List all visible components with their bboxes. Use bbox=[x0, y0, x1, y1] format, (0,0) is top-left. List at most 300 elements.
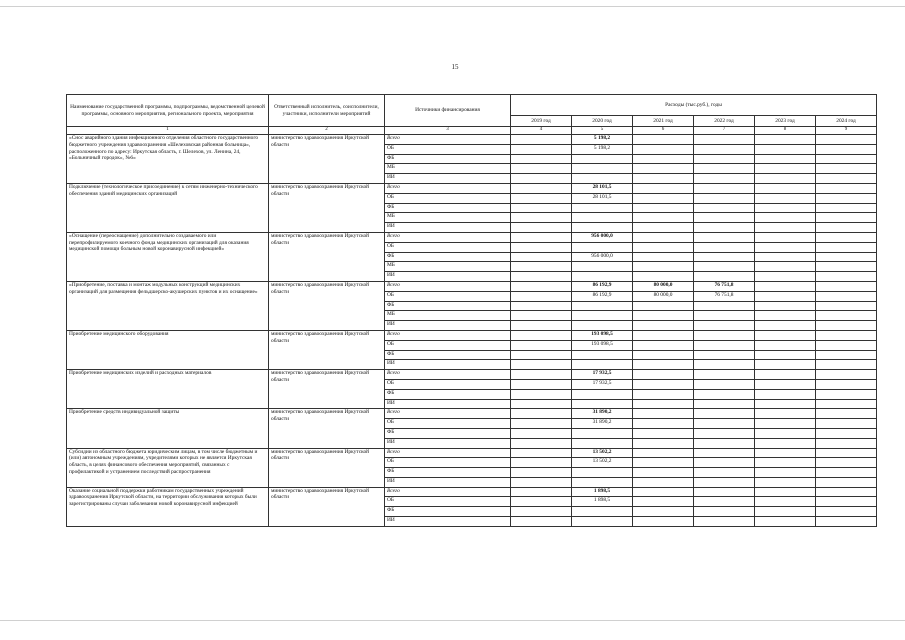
amount-cell bbox=[633, 223, 694, 233]
amount-cell: 76 751,8 bbox=[694, 281, 755, 291]
amount-cell bbox=[755, 399, 816, 409]
amount-cell bbox=[755, 213, 816, 223]
amount-cell bbox=[572, 389, 633, 399]
amount-cell bbox=[816, 389, 877, 399]
amount-cell bbox=[572, 517, 633, 527]
amount-cell bbox=[511, 477, 572, 487]
header-expenses: Расходы (тыс.руб.), годы bbox=[511, 95, 877, 116]
amount-cell: 76 751,8 bbox=[694, 291, 755, 301]
amount-cell bbox=[694, 419, 755, 429]
funding-source: ИИ bbox=[385, 174, 511, 184]
funding-source: ОБ bbox=[385, 419, 511, 429]
amount-cell bbox=[633, 399, 694, 409]
amount-cell bbox=[511, 458, 572, 468]
amount-cell bbox=[816, 174, 877, 184]
measure-executor: министерство здравоохранения Иркутской области bbox=[269, 135, 385, 184]
amount-cell bbox=[816, 507, 877, 517]
funding-source: Всего bbox=[385, 232, 511, 242]
amount-cell bbox=[694, 379, 755, 389]
measure-name: Подключение (технологическое присоединение) к сетям инженерно-технического обеспечения зданий медицинских организаций bbox=[67, 183, 269, 232]
amount-cell bbox=[633, 311, 694, 321]
amount-cell bbox=[755, 154, 816, 164]
amount-cell bbox=[694, 252, 755, 262]
table-row bbox=[67, 232, 877, 242]
measure-name: Приобретение средств индивидуальной защиты bbox=[67, 409, 269, 448]
amount-cell bbox=[816, 193, 877, 203]
funding-source: ИИ bbox=[385, 321, 511, 331]
amount-cell bbox=[816, 301, 877, 311]
column-number: 2 bbox=[269, 127, 385, 135]
amount-cell bbox=[816, 321, 877, 331]
table-row bbox=[67, 135, 877, 145]
amount-cell bbox=[633, 213, 694, 223]
amount-cell bbox=[511, 409, 572, 419]
amount-cell bbox=[572, 164, 633, 174]
amount-cell bbox=[511, 399, 572, 409]
amount-cell bbox=[694, 213, 755, 223]
amount-cell bbox=[816, 281, 877, 291]
amount-cell bbox=[755, 272, 816, 282]
amount-cell bbox=[633, 477, 694, 487]
column-number: 4 bbox=[511, 127, 572, 135]
amount-cell: 13 502,2 bbox=[572, 458, 633, 468]
amount-cell bbox=[572, 203, 633, 213]
funding-source: ИИ bbox=[385, 360, 511, 370]
amount-cell bbox=[511, 321, 572, 331]
amount-cell bbox=[511, 144, 572, 154]
amount-cell bbox=[816, 477, 877, 487]
amount-cell bbox=[694, 507, 755, 517]
amount-cell bbox=[633, 428, 694, 438]
funding-source: ОБ bbox=[385, 497, 511, 507]
amount-cell bbox=[633, 144, 694, 154]
amount-cell bbox=[816, 448, 877, 458]
header-row bbox=[67, 95, 877, 116]
funding-source: ИИ bbox=[385, 272, 511, 282]
amount-cell bbox=[572, 272, 633, 282]
funding-source: Всего bbox=[385, 370, 511, 380]
amount-cell: 86 192,9 bbox=[572, 281, 633, 291]
funding-source: ИИ bbox=[385, 399, 511, 409]
funding-source: ОБ bbox=[385, 340, 511, 350]
amount-cell bbox=[755, 350, 816, 360]
amount-cell bbox=[511, 174, 572, 184]
amount-cell bbox=[816, 135, 877, 145]
header-year: 2022 год bbox=[694, 116, 755, 127]
amount-cell bbox=[755, 321, 816, 331]
amount-cell bbox=[633, 448, 694, 458]
amount-cell bbox=[511, 301, 572, 311]
amount-cell bbox=[816, 232, 877, 242]
funding-source: ФБ bbox=[385, 428, 511, 438]
amount-cell bbox=[694, 448, 755, 458]
amount-cell bbox=[755, 291, 816, 301]
amount-cell bbox=[572, 154, 633, 164]
amount-cell: 5 198,2 bbox=[572, 135, 633, 145]
amount-cell bbox=[755, 203, 816, 213]
amount-cell bbox=[511, 281, 572, 291]
amount-cell bbox=[816, 242, 877, 252]
amount-cell bbox=[816, 350, 877, 360]
amount-cell bbox=[511, 497, 572, 507]
amount-cell bbox=[633, 252, 694, 262]
header-year: 2021 год bbox=[633, 116, 694, 127]
funding-source: Всего bbox=[385, 281, 511, 291]
amount-cell bbox=[633, 360, 694, 370]
table-row bbox=[67, 183, 877, 193]
amount-cell bbox=[633, 135, 694, 145]
scan-edge-bottom bbox=[0, 620, 905, 621]
header-year: 2023 год bbox=[755, 116, 816, 127]
funding-source: ОБ bbox=[385, 144, 511, 154]
amount-cell bbox=[511, 370, 572, 380]
amount-cell: 17 932,5 bbox=[572, 370, 633, 380]
measure-name: «Приобретение, поставка и монтаж модульных конструкций медицинских организаций для размещения фельдшерско-акушерских пунктов и их оснащение» bbox=[67, 281, 269, 330]
amount-cell bbox=[511, 203, 572, 213]
measure-name: «Снос аварийного здания инфекционного отделения областного государственного бюджетного учреждения здравоохранения «Шелеховская районная больница», расположенного по адресу: Иркутская область, г. Шелехов, ул. Ленина, 24, «Больничный городок», №6» bbox=[67, 135, 269, 184]
amount-cell bbox=[694, 242, 755, 252]
amount-cell bbox=[572, 468, 633, 478]
table-row bbox=[67, 281, 877, 291]
amount-cell bbox=[511, 389, 572, 399]
amount-cell bbox=[572, 311, 633, 321]
header-year: 2020 год bbox=[572, 116, 633, 127]
amount-cell bbox=[511, 272, 572, 282]
amount-cell bbox=[633, 497, 694, 507]
amount-cell: 80 000,0 bbox=[633, 281, 694, 291]
funding-source: ОБ bbox=[385, 193, 511, 203]
amount-cell bbox=[816, 487, 877, 497]
amount-cell: 193 098,5 bbox=[572, 340, 633, 350]
amount-cell bbox=[755, 144, 816, 154]
amount-cell bbox=[511, 164, 572, 174]
funding-source: МБ bbox=[385, 262, 511, 272]
funding-source: ФБ bbox=[385, 507, 511, 517]
amount-cell bbox=[572, 438, 633, 448]
amount-cell bbox=[694, 330, 755, 340]
amount-cell bbox=[816, 213, 877, 223]
amount-cell bbox=[755, 183, 816, 193]
amount-cell: 5 198,2 bbox=[572, 144, 633, 154]
funding-source: МБ bbox=[385, 213, 511, 223]
amount-cell bbox=[755, 174, 816, 184]
amount-cell bbox=[755, 389, 816, 399]
amount-cell bbox=[755, 360, 816, 370]
table-body bbox=[67, 135, 877, 527]
amount-cell bbox=[511, 340, 572, 350]
amount-cell bbox=[633, 154, 694, 164]
amount-cell bbox=[633, 340, 694, 350]
funding-source: ОБ bbox=[385, 242, 511, 252]
amount-cell bbox=[633, 242, 694, 252]
funding-source: Всего bbox=[385, 487, 511, 497]
amount-cell bbox=[633, 487, 694, 497]
column-number: 5 bbox=[572, 127, 633, 135]
amount-cell bbox=[572, 223, 633, 233]
amount-cell bbox=[694, 399, 755, 409]
amount-cell bbox=[816, 262, 877, 272]
amount-cell bbox=[755, 497, 816, 507]
amount-cell bbox=[755, 193, 816, 203]
funding-source: ИИ bbox=[385, 477, 511, 487]
table-row bbox=[67, 370, 877, 380]
amount-cell bbox=[511, 438, 572, 448]
column-number: 7 bbox=[694, 127, 755, 135]
amount-cell bbox=[633, 409, 694, 419]
amount-cell bbox=[694, 409, 755, 419]
amount-cell bbox=[633, 301, 694, 311]
funding-source: МБ bbox=[385, 311, 511, 321]
amount-cell bbox=[755, 252, 816, 262]
amount-cell bbox=[511, 330, 572, 340]
amount-cell bbox=[572, 507, 633, 517]
amount-cell bbox=[633, 174, 694, 184]
amount-cell bbox=[511, 487, 572, 497]
funding-source: Всего bbox=[385, 409, 511, 419]
funding-source: ФБ bbox=[385, 154, 511, 164]
amount-cell bbox=[511, 232, 572, 242]
amount-cell bbox=[633, 164, 694, 174]
amount-cell bbox=[755, 448, 816, 458]
amount-cell: 31 890,2 bbox=[572, 419, 633, 429]
amount-cell bbox=[694, 262, 755, 272]
amount-cell bbox=[572, 213, 633, 223]
amount-cell bbox=[511, 517, 572, 527]
amount-cell bbox=[511, 213, 572, 223]
funding-source: ИИ bbox=[385, 438, 511, 448]
amount-cell bbox=[633, 458, 694, 468]
amount-cell bbox=[694, 301, 755, 311]
amount-cell: 1 898,5 bbox=[572, 497, 633, 507]
header-year: 2019 год bbox=[511, 116, 572, 127]
measure-executor: министерство здравоохранения Иркутской области bbox=[269, 330, 385, 369]
amount-cell bbox=[633, 232, 694, 242]
funding-source: Всего bbox=[385, 183, 511, 193]
amount-cell bbox=[633, 517, 694, 527]
column-number: 6 bbox=[633, 127, 694, 135]
amount-cell bbox=[633, 438, 694, 448]
amount-cell bbox=[511, 135, 572, 145]
budget-table bbox=[66, 94, 877, 527]
amount-cell bbox=[633, 507, 694, 517]
table-row bbox=[67, 330, 877, 340]
amount-cell bbox=[755, 419, 816, 429]
amount-cell bbox=[511, 360, 572, 370]
amount-cell bbox=[816, 340, 877, 350]
amount-cell bbox=[694, 164, 755, 174]
amount-cell bbox=[694, 497, 755, 507]
funding-source: ФБ bbox=[385, 389, 511, 399]
table-row bbox=[67, 487, 877, 497]
amount-cell bbox=[572, 262, 633, 272]
amount-cell bbox=[572, 321, 633, 331]
amount-cell bbox=[511, 154, 572, 164]
amount-cell bbox=[694, 517, 755, 527]
amount-cell bbox=[633, 389, 694, 399]
amount-cell bbox=[633, 379, 694, 389]
amount-cell bbox=[572, 399, 633, 409]
amount-cell bbox=[511, 428, 572, 438]
header-name: Наименование государственной программы, подпрограммы, ведомственной целевой программы, основного мероприятия, регионального проекта, мероприятия bbox=[67, 95, 269, 127]
amount-cell bbox=[694, 389, 755, 399]
amount-cell bbox=[694, 428, 755, 438]
measure-name: Субсидии из областного бюджета юридическим лицам, в том числе бюджетным и (или) автономным учреждениям, учредителями которых не является Иркутская область, в целях финансового обеспечения мероприятий, связанных с профилактикой и устранением последствий распространения bbox=[67, 448, 269, 487]
amount-cell bbox=[694, 350, 755, 360]
amount-cell bbox=[755, 242, 816, 252]
amount-cell bbox=[572, 174, 633, 184]
amount-cell bbox=[694, 468, 755, 478]
funding-source: Всего bbox=[385, 135, 511, 145]
amount-cell bbox=[816, 203, 877, 213]
measure-executor: министерство здравоохранения Иркутской области bbox=[269, 448, 385, 487]
amount-cell bbox=[694, 154, 755, 164]
amount-cell bbox=[755, 301, 816, 311]
amount-cell bbox=[755, 409, 816, 419]
amount-cell bbox=[816, 497, 877, 507]
amount-cell bbox=[511, 183, 572, 193]
amount-cell: 17 932,5 bbox=[572, 379, 633, 389]
amount-cell bbox=[694, 477, 755, 487]
amount-cell bbox=[633, 193, 694, 203]
funding-source: ОБ bbox=[385, 379, 511, 389]
funding-source: ОБ bbox=[385, 458, 511, 468]
amount-cell bbox=[755, 262, 816, 272]
amount-cell bbox=[511, 193, 572, 203]
funding-source: Всего bbox=[385, 330, 511, 340]
amount-cell bbox=[633, 321, 694, 331]
funding-source: МБ bbox=[385, 164, 511, 174]
amount-cell bbox=[755, 340, 816, 350]
funding-source: ОБ bbox=[385, 291, 511, 301]
amount-cell bbox=[816, 223, 877, 233]
amount-cell bbox=[572, 428, 633, 438]
amount-cell bbox=[816, 409, 877, 419]
amount-cell bbox=[633, 203, 694, 213]
amount-cell: 956 000,0 bbox=[572, 232, 633, 242]
amount-cell: 86 192,9 bbox=[572, 291, 633, 301]
amount-cell bbox=[511, 379, 572, 389]
amount-cell bbox=[511, 262, 572, 272]
funding-source: ИИ bbox=[385, 223, 511, 233]
amount-cell bbox=[816, 458, 877, 468]
amount-cell bbox=[816, 468, 877, 478]
amount-cell bbox=[816, 517, 877, 527]
amount-cell bbox=[816, 399, 877, 409]
amount-cell bbox=[694, 311, 755, 321]
amount-cell bbox=[755, 370, 816, 380]
amount-cell: 956 000,0 bbox=[572, 252, 633, 262]
amount-cell: 28 101,5 bbox=[572, 183, 633, 193]
amount-cell bbox=[694, 174, 755, 184]
amount-cell bbox=[511, 223, 572, 233]
amount-cell bbox=[755, 379, 816, 389]
amount-cell bbox=[511, 468, 572, 478]
amount-cell bbox=[633, 350, 694, 360]
amount-cell bbox=[694, 487, 755, 497]
amount-cell bbox=[816, 291, 877, 301]
funding-source: ФБ bbox=[385, 350, 511, 360]
amount-cell bbox=[816, 154, 877, 164]
amount-cell bbox=[816, 144, 877, 154]
measure-executor: министерство здравоохранения Иркутской области bbox=[269, 409, 385, 448]
funding-source: ИИ bbox=[385, 517, 511, 527]
amount-cell bbox=[755, 164, 816, 174]
amount-cell bbox=[816, 311, 877, 321]
amount-cell bbox=[755, 232, 816, 242]
amount-cell bbox=[816, 252, 877, 262]
amount-cell bbox=[511, 507, 572, 517]
amount-cell bbox=[755, 311, 816, 321]
amount-cell bbox=[633, 419, 694, 429]
amount-cell bbox=[816, 183, 877, 193]
amount-cell: 28 101,5 bbox=[572, 193, 633, 203]
amount-cell bbox=[816, 379, 877, 389]
funding-source: ФБ bbox=[385, 252, 511, 262]
amount-cell bbox=[633, 183, 694, 193]
amount-cell: 31 890,2 bbox=[572, 409, 633, 419]
amount-cell bbox=[694, 340, 755, 350]
column-number: 9 bbox=[816, 127, 877, 135]
amount-cell: 193 098,5 bbox=[572, 330, 633, 340]
amount-cell: 13 502,2 bbox=[572, 448, 633, 458]
amount-cell: 80 000,0 bbox=[633, 291, 694, 301]
amount-cell bbox=[511, 291, 572, 301]
amount-cell bbox=[816, 438, 877, 448]
amount-cell bbox=[694, 223, 755, 233]
amount-cell bbox=[755, 517, 816, 527]
amount-cell bbox=[816, 370, 877, 380]
column-number: 1 bbox=[67, 127, 269, 135]
measure-executor: министерство здравоохранения Иркутской области bbox=[269, 232, 385, 281]
header-source: Источники финансирования bbox=[385, 95, 511, 127]
amount-cell bbox=[694, 321, 755, 331]
amount-cell bbox=[633, 330, 694, 340]
amount-cell bbox=[755, 458, 816, 468]
amount-cell bbox=[694, 370, 755, 380]
amount-cell bbox=[694, 144, 755, 154]
amount-cell bbox=[572, 301, 633, 311]
column-number: 8 bbox=[755, 127, 816, 135]
amount-cell bbox=[755, 135, 816, 145]
amount-cell bbox=[694, 438, 755, 448]
amount-cell bbox=[816, 330, 877, 340]
amount-cell bbox=[755, 330, 816, 340]
amount-cell bbox=[633, 272, 694, 282]
amount-cell bbox=[633, 468, 694, 478]
measure-executor: министерство здравоохранения Иркутской области bbox=[269, 183, 385, 232]
amount-cell bbox=[694, 232, 755, 242]
amount-cell bbox=[694, 183, 755, 193]
amount-cell: 1 898,5 bbox=[572, 487, 633, 497]
amount-cell bbox=[694, 203, 755, 213]
amount-cell bbox=[633, 370, 694, 380]
amount-cell bbox=[755, 281, 816, 291]
amount-cell bbox=[511, 419, 572, 429]
amount-cell bbox=[572, 360, 633, 370]
measure-name: Оказание социальной поддержки работникам государственных учреждений здравоохранения Иркутской области, на территории обслуживания которых были зарегистрированы случаи заболевания новой коронавирусной инфекцией bbox=[67, 487, 269, 526]
amount-cell bbox=[755, 438, 816, 448]
scan-edge-top bbox=[0, 6, 905, 7]
amount-cell bbox=[694, 360, 755, 370]
amount-cell bbox=[511, 242, 572, 252]
amount-cell bbox=[755, 223, 816, 233]
measure-executor: министерство здравоохранения Иркутской области bbox=[269, 487, 385, 526]
table-row bbox=[67, 448, 877, 458]
measure-name: «Оснащение (переоснащение) дополнительно создаваемого или перепрофилируемого коечного фонда медицинских организаций для оказания медицинской помощи больным новой коронавирусной инфекцией» bbox=[67, 232, 269, 281]
amount-cell bbox=[633, 262, 694, 272]
amount-cell bbox=[572, 242, 633, 252]
funding-source: Всего bbox=[385, 448, 511, 458]
